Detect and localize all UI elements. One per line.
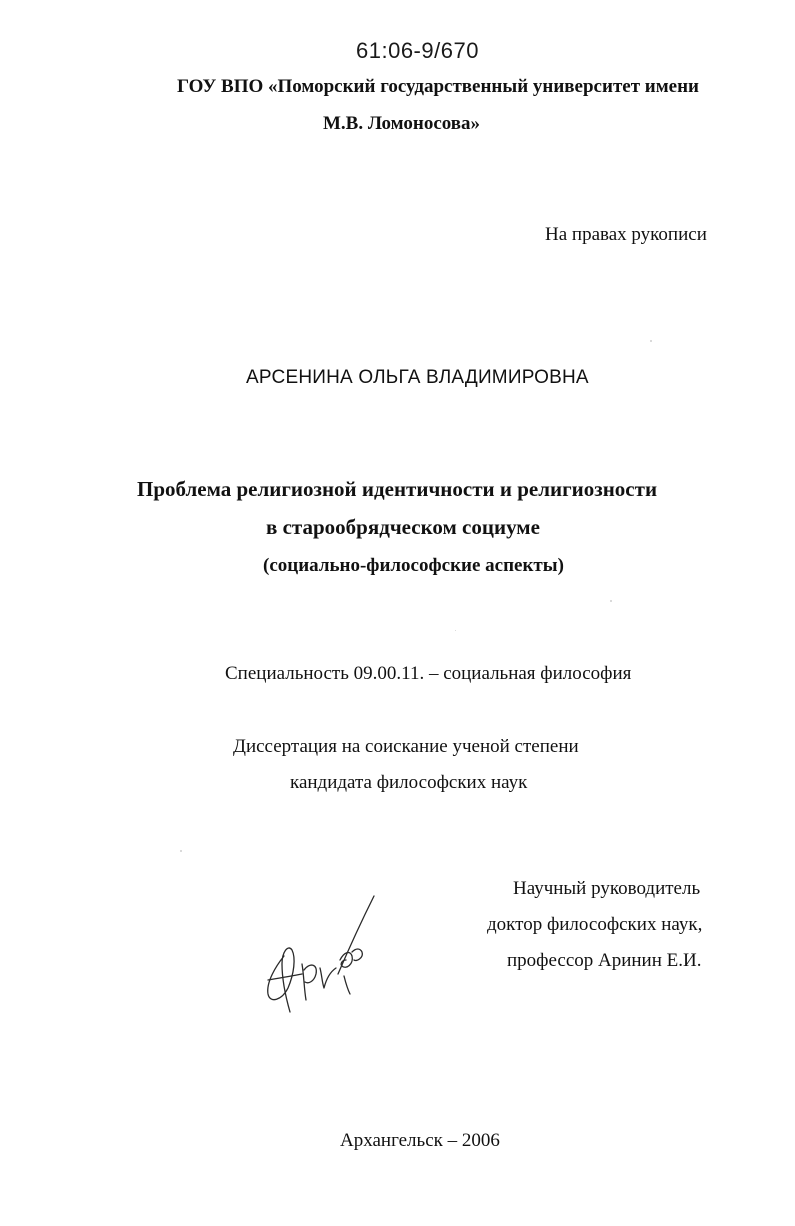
dissertation-title-line2: в старообрядческом социуме: [266, 515, 540, 539]
specialty-line: Специальность 09.00.11. – социальная философия: [225, 663, 632, 684]
advisor-degree: доктор философских наук,: [487, 914, 703, 935]
degree-line2: кандидата философских наук: [290, 772, 528, 793]
institution-name-line2: М.В. Ломоносова»: [323, 113, 481, 134]
dissertation-subtitle: (социально-философские аспекты): [263, 555, 564, 576]
place-and-year: Архангельск – 2006: [340, 1130, 500, 1151]
institution-name-line1: ГОУ ВПО «Поморский государственный университет имени: [177, 76, 700, 97]
author-name: АРСЕНИНА ОЛЬГА ВЛАДИМИРОВНА: [246, 367, 589, 388]
scan-speck: [455, 630, 456, 631]
scan-speck: [610, 600, 612, 602]
scan-speck: [650, 340, 652, 342]
advisor-role: Научный руководитель: [513, 878, 701, 899]
scan-speck: [180, 850, 182, 852]
dissertation-title-line1: Проблема религиозной идентичности и религиозности: [137, 477, 658, 501]
manuscript-rights-note: На правах рукописи: [545, 224, 707, 245]
advisor-name: профессор Аринин Е.И.: [507, 950, 702, 971]
degree-line1: Диссертация на соискание ученой степени: [233, 736, 579, 757]
catalog-number: 61:06-9/670: [356, 38, 479, 63]
handwritten-signature: [258, 890, 388, 1020]
